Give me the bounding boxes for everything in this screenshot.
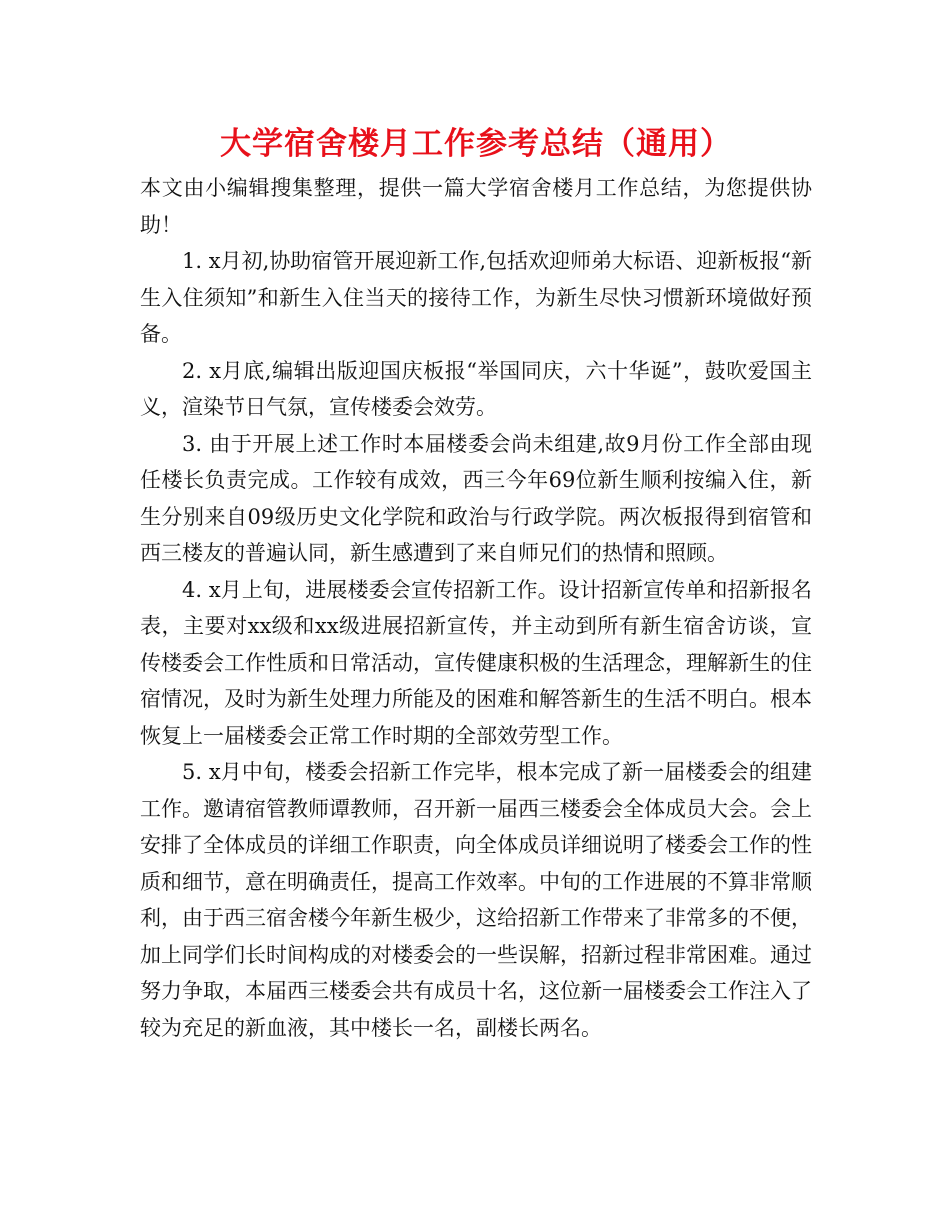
paragraph-item-5: 5. x月中旬，楼委会招新工作完毕，根本完成了新一届楼委会的组建工作。邀请宿管教师谭教师，召开新一届西三楼委会全体成员大会。会上安排了全体成员的详细工作职责，向全体成员详细说明了楼委会工作的性质和细节，意在明确责任，提高工作效率。中旬的工作进展的不算非常顺利，由于西三宿舍楼今年新生极少，这给招新工作带来了非常多的不便，加上同学们长时间构成的对楼委会的一些误解，招新过程非常困难。通过努力争取，本届西三楼委会共有成员十名，这位新一届楼委会工作注入了较为充足的新血液，其中楼长一名，副楼长两名。 xyxy=(140,760,812,1040)
paragraph-item-2: 2. x月底,编辑出版迎国庆板报“举国同庆，六十华诞”，鼓吹爱国主义，渲染节日气氛，宣传楼委会效劳。 xyxy=(140,358,812,419)
document-title: 大学宿舍楼月工作参考总结（通用） xyxy=(220,126,732,162)
paragraph-item-3: 3. 由于开展上述工作时本届楼委会尚未组建,故9月份工作全部由现任楼长负责完成。工作较有成效，西三今年69位新生顺利按编入住，新生分别来自09级历史文化学院和政治与行政学院。两次板报得到宿管和西三楼友的普遍认同，新生感遭到了来自师兄们的热情和照顾。 xyxy=(140,431,812,565)
paragraph-item-4: 4. x月上旬，进展楼委会宣传招新工作。设计招新宣传单和招新报名表，主要对xx级和xx级进展招新宣传，并主动到所有新生宿舍访谈，宣传楼委会工作性质和日常活动，宣传健康积极的生活理念，理解新生的住宿情况，及时为新生处理力所能及的困难和解答新生的生活不明白。根本恢复上一届楼委会正常工作时期的全部效劳型工作。 xyxy=(140,577,812,748)
intro-paragraph: 本文由小编辑搜集整理，提供一篇大学宿舍楼月工作总结，为您提供协助！ xyxy=(140,176,812,237)
paragraph-item-1: 1. x月初,协助宿管开展迎新工作,包括欢迎师弟大标语、迎新板报“新生入住须知”和新生入住当天的接待工作，为新生尽快习惯新环境做好预备。 xyxy=(140,249,812,346)
document-page xyxy=(140,118,812,1046)
